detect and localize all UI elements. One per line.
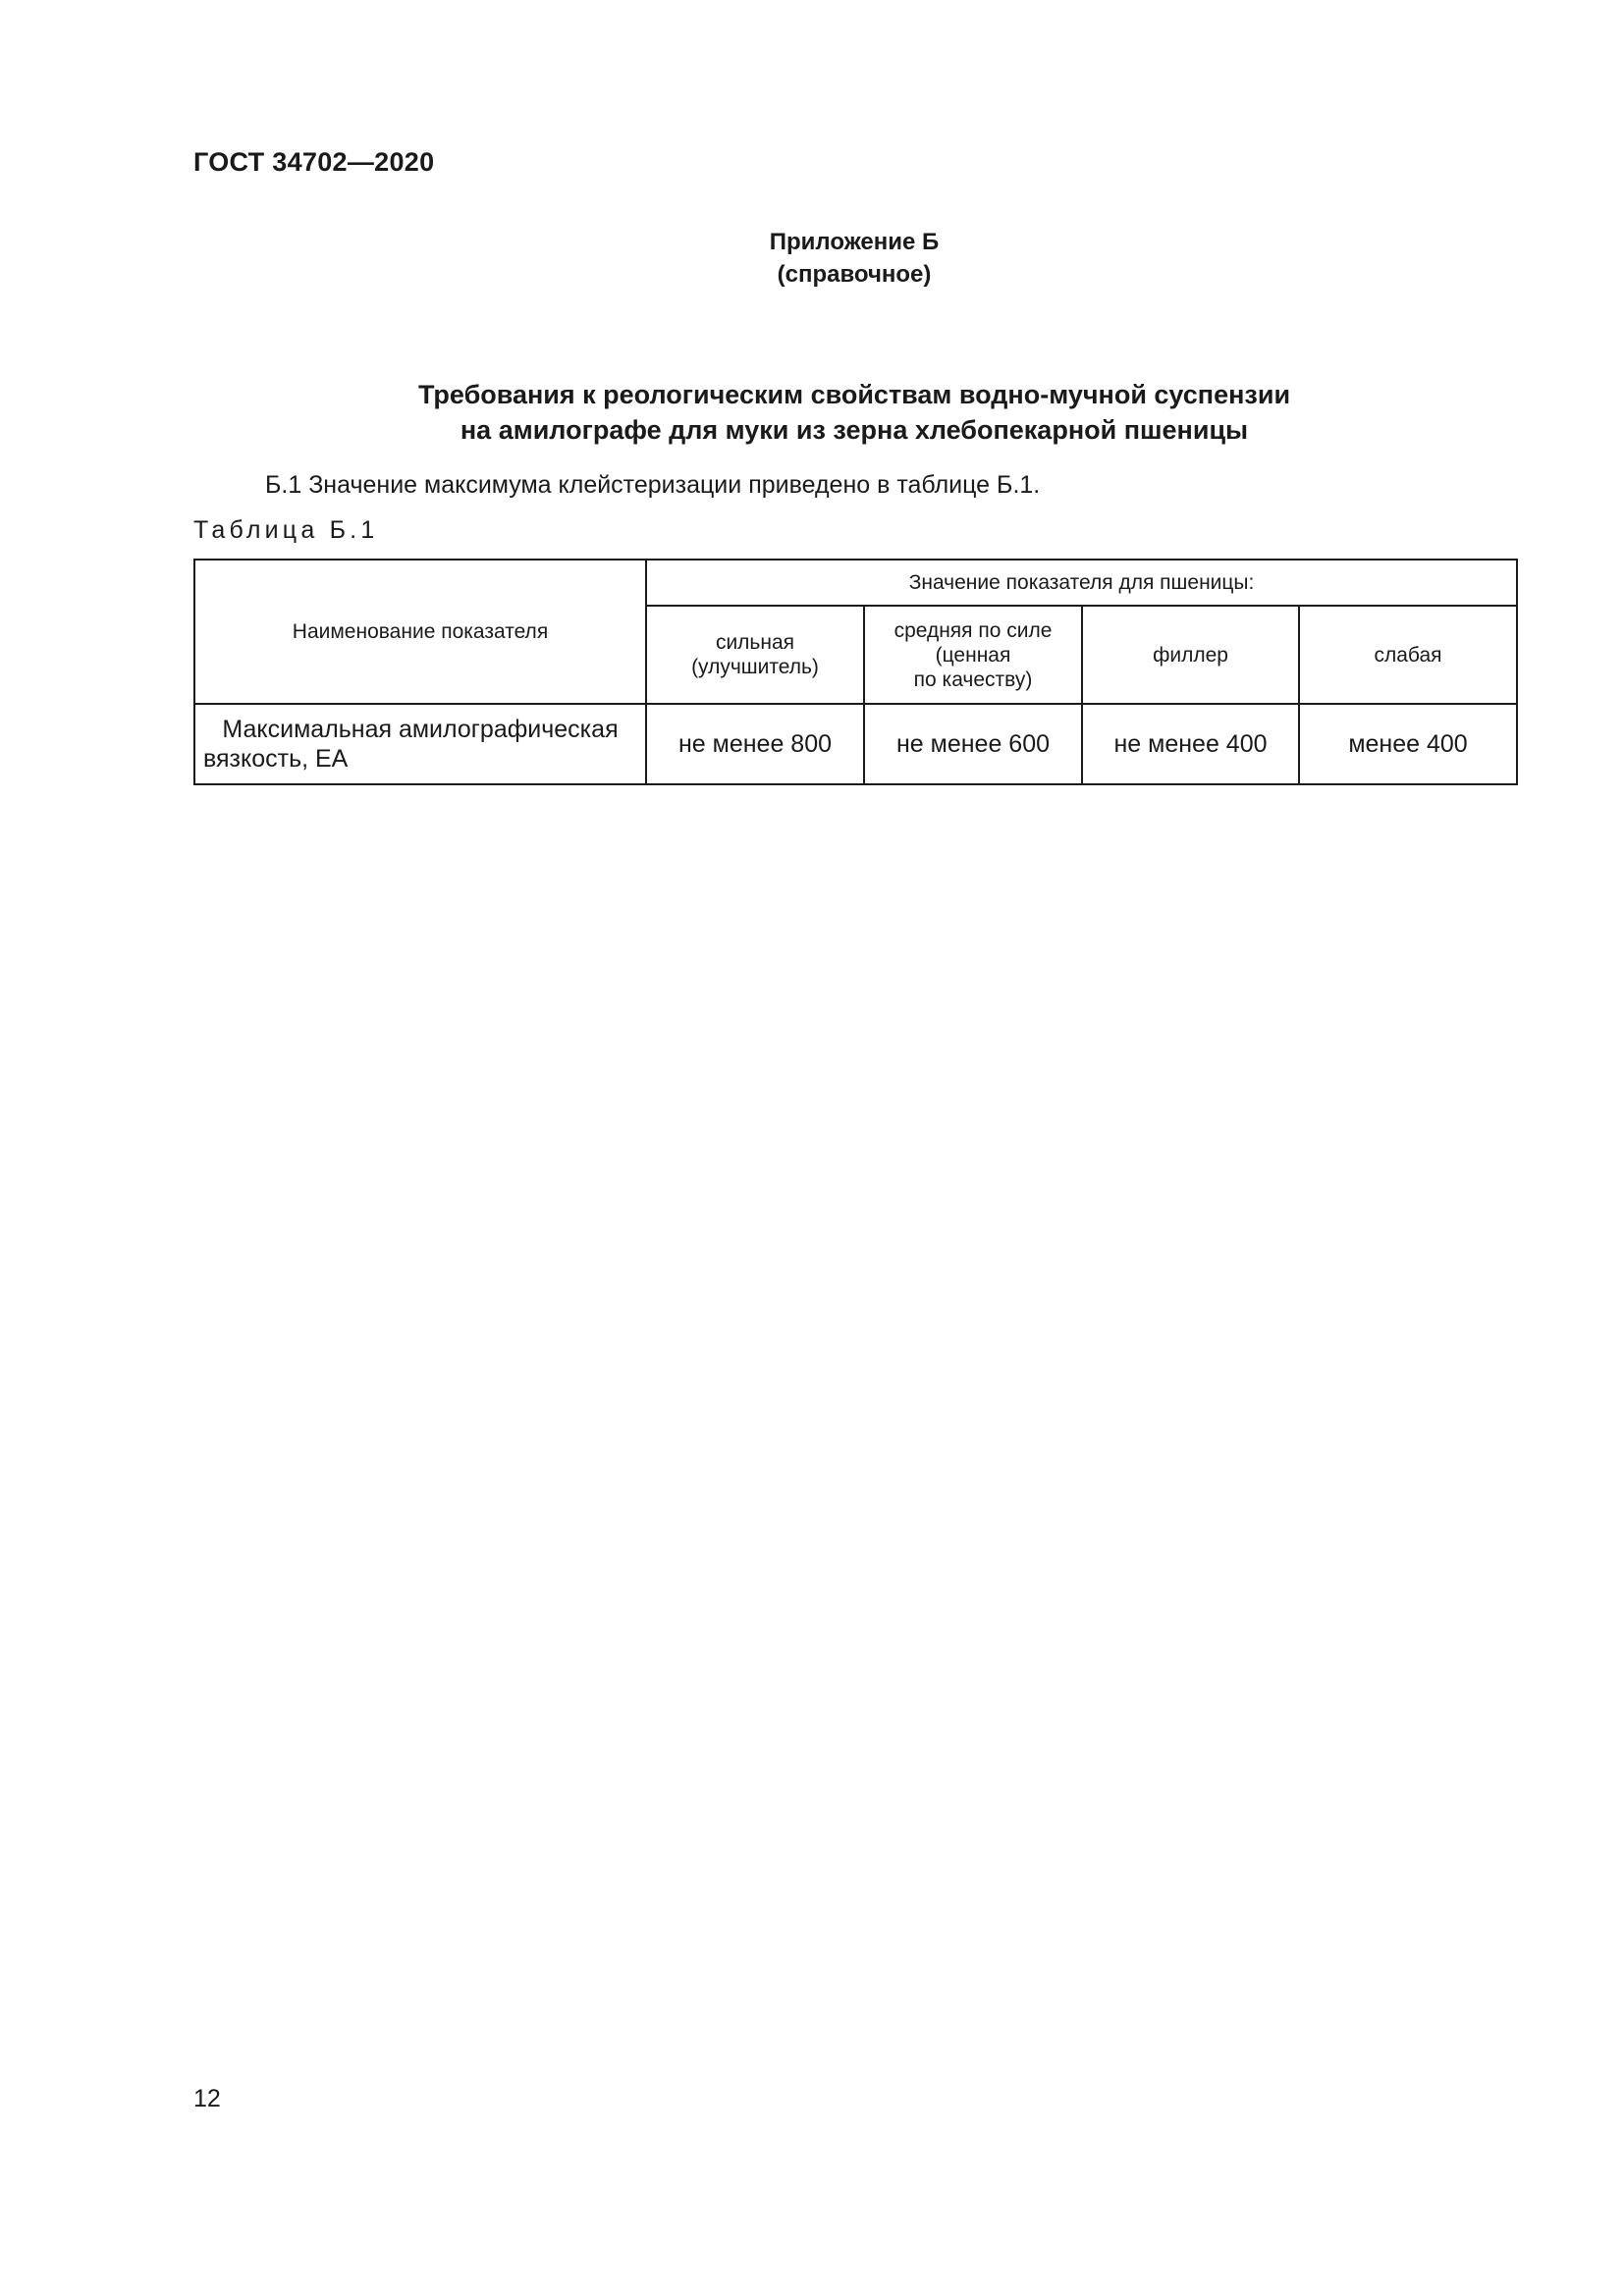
header-medium-line-2: (ценная <box>935 643 1011 667</box>
document-code: ГОСТ 34702—2020 <box>193 147 435 177</box>
header-medium <box>864 606 1082 704</box>
section-heading-line-2: на амилографе для муки из зерна хлебопекарной пшеницы <box>460 415 1249 445</box>
appendix-type: (справочное) <box>777 261 932 288</box>
header-medium-line-3: по качеству) <box>913 667 1033 691</box>
header-medium-line-1: средняя по силе <box>893 618 1053 642</box>
page-number: 12 <box>193 2085 221 2112</box>
cell-filler-value: не менее 400 <box>1082 704 1299 784</box>
table-caption: Таблица Б.1 <box>193 516 379 544</box>
cell-medium-value: не менее 600 <box>864 704 1082 784</box>
header-filler: филлер <box>1082 606 1299 704</box>
cell-indicator-name: Максимальная амилографическая вязкость, ЕА <box>194 704 646 784</box>
header-weak: слабая <box>1299 606 1517 704</box>
header-strong-line-2: (улучшитель) <box>691 656 819 678</box>
requirements-table <box>193 559 1518 785</box>
table-header-row <box>194 560 1517 606</box>
cell-strong-value: не менее 800 <box>646 704 864 784</box>
cell-weak-value: менее 400 <box>1299 704 1517 784</box>
header-wheat-group: Значение показателя для пшеницы: <box>646 560 1517 606</box>
header-strong-line-1: сильная <box>715 631 795 654</box>
appendix-title: Приложение Б <box>769 229 940 255</box>
table-row <box>194 704 1517 784</box>
paragraph-b1: Б.1 Значение максимума клейстеризации приведено в таблице Б.1. <box>265 471 1041 499</box>
header-indicator-name: Наименование показателя <box>194 560 646 704</box>
section-heading-line-1: Требования к реологическим свойствам водно-мучной суспензии <box>417 380 1291 409</box>
header-strong <box>646 606 864 704</box>
